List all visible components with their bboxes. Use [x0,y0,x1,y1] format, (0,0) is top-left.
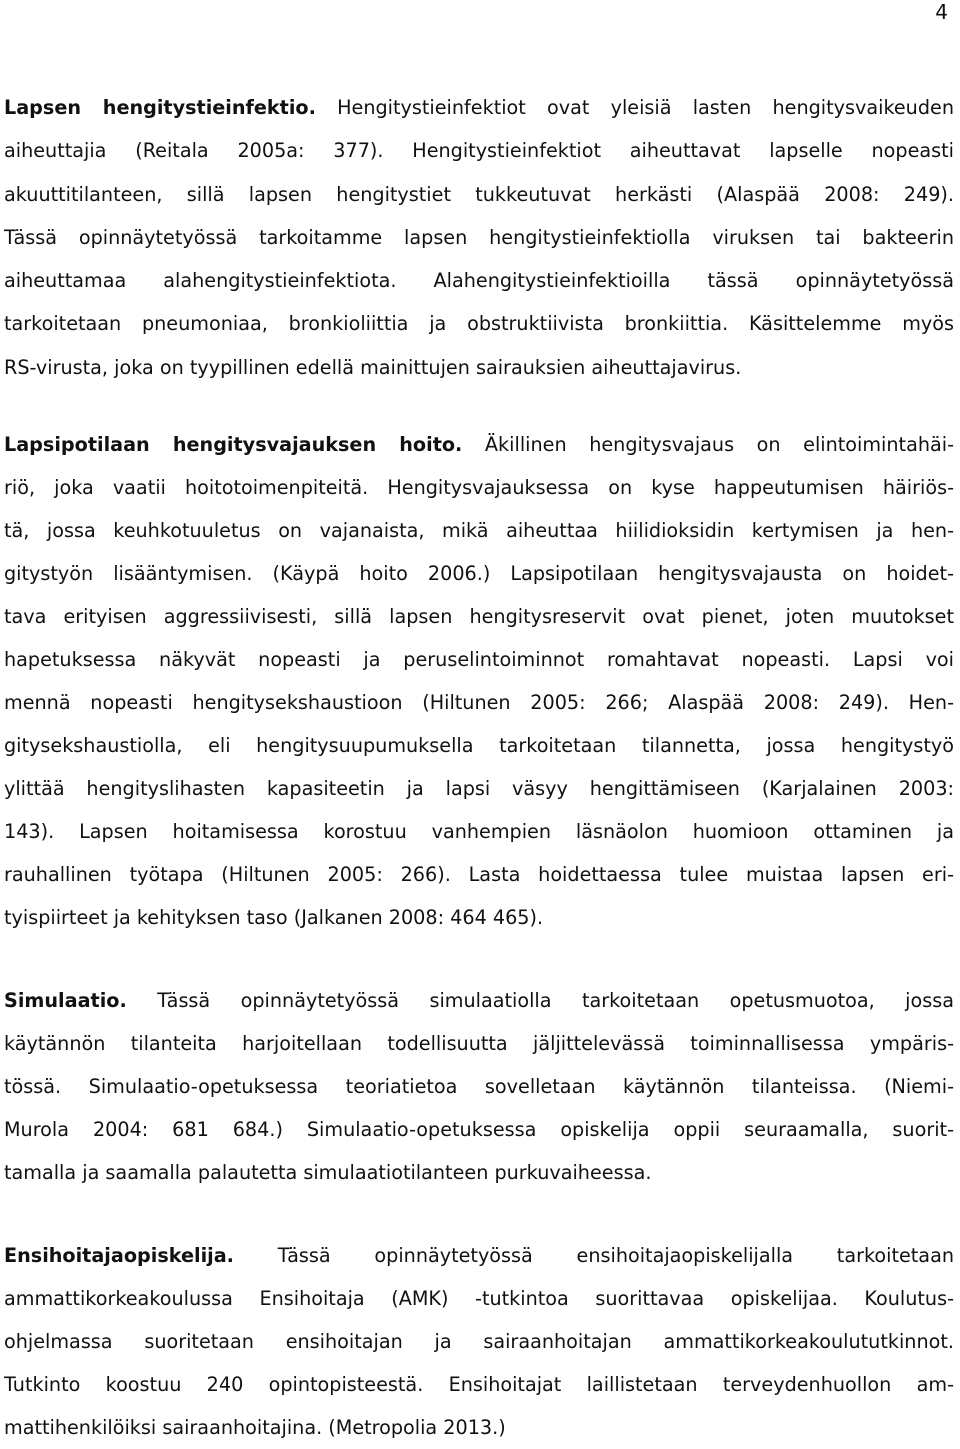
line-text: Hengitystieinfektiot ovat yleisiä lasten hengitysvaikeuden [315,96,954,119]
paragraph-line: mennä nopeasti hengitysekshaustioon (Hiltunen 2005: 266; Alaspää 2008: 249). Hen- [4,691,954,714]
line-text: Äkillinen hengitysvajaus on elintoimintahäi- [462,433,954,456]
paragraph-line: hapetuksessa näkyvät nopeasti ja peruselintoiminnot romahtavat nopeasti. Lapsi voi [4,648,954,671]
page-number: 4 [935,0,948,24]
paragraph-line: ylittää hengityslihasten kapasiteetin ja lapsi väsyy hengittämiseen (Karjalainen 2003: [4,777,954,800]
paragraph-line: akuuttitilanteen, sillä lapsen hengitystiet tukkeutuvat herkästi (Alaspää 2008: 249). [4,182,954,206]
paragraph-line: rauhallinen työtapa (Hiltunen 2005: 266). Lasta hoidettaessa tulee muistaa lapsen eri- [4,863,954,886]
paragraph-line: gitysekshaustiolla, eli hengitysuupumuksella tarkoitetaan tilannetta, jossa hengitystyö [4,734,954,757]
paragraph-ensihoitajaopiskelija [4,1234,954,1449]
paragraph-heading: Lapsipotilaan hengitysvajauksen hoito. [4,433,463,456]
paragraph-line: tä, jossa keuhkotuuletus on vajanaista, mikä aiheuttaa hiilidioksidin kertymisen ja hen- [4,519,954,542]
paragraph-simulaatio [4,979,954,1194]
paragraph-line [4,86,954,129]
paragraph-lapsipotilaan-hengitysvajauksen-hoito [4,423,954,939]
paragraph-line: ohjelmassa suoritetaan ensihoitajan ja sairaanhoitajan ammattikorkeakoulututkinnot. [4,1330,954,1353]
line-text: Tässä opinnäytetyössä ensihoitajaopiskelijalla tarkoitetaan [233,1244,954,1267]
paragraph-line: käytännön tilanteita harjoitellaan todellisuutta jäljittelevässä toiminnallisessa ympäris- [4,1032,954,1055]
paragraph-lapsen-hengitystieinfektio [4,86,954,389]
paragraph-line: ammattikorkeakoulussa Ensihoitaja (AMK) -tutkintoa suorittavaa opiskelijaa. Koulutus- [4,1287,954,1310]
paragraph-line: tamalla ja saamalla palautetta simulaatiotilanteen purkuvaiheessa. [4,1161,652,1184]
paragraph-line: tarkoitetaan pneumoniaa, bronkioliittia ja obstruktiivista bronkiittia. Käsittelemme myös [4,312,954,336]
paragraph-line: mattihenkilöiksi sairaanhoitajina. (Metropolia 2013.) [4,1416,506,1439]
paragraph-line: Murola 2004: 681 684.) Simulaatio-opetuksessa opiskelija oppii seuraamalla, suorit- [4,1118,954,1141]
paragraph-line: aiheuttamaa alahengitystieinfektiota. Alahengitystieinfektioilla tässä opinnäytetyössä [4,269,954,293]
paragraph-heading: Ensihoitajaopiskelija. [4,1244,234,1267]
paragraph-line: Tässä opinnäytetyössä tarkoitamme lapsen hengitystieinfektiolla viruksen tai bakteerin [4,225,954,249]
paragraph-line: tössä. Simulaatio-opetuksessa teoriatietoa sovelletaan käytännön tilanteissa. (Niemi- [4,1075,954,1098]
line-text: Tässä opinnäytetyössä simulaatiolla tarkoitetaan opetusmuotoa, jossa [126,989,954,1012]
paragraph-line: tava erityisen aggressiivisesti, sillä lapsen hengitysreservit ovat pienet, joten muutokset [4,605,954,628]
paragraph-line: riö, joka vaatii hoitotoimenpiteitä. Hengitysvajauksessa on kyse happeutumisen häiriös- [4,476,954,499]
paragraph-heading: Simulaatio. [4,989,127,1012]
paragraph-line: gitystyön lisääntymisen. (Käypä hoito 2006.) Lapsipotilaan hengitysvajausta on hoidet- [4,562,954,585]
paragraph-line: RS-virusta, joka on tyypillinen edellä mainittujen sairauksien aiheuttajavirus. [4,355,742,379]
paragraph-line: 143). Lapsen hoitamisessa korostuu vanhempien läsnäolon huomioon ottaminen ja [4,820,954,843]
paragraph-line: Tutkinto koostuu 240 opintopisteestä. Ensihoitajat laillistetaan terveydenhuollon am- [4,1373,954,1396]
paragraph-line [4,423,954,466]
paragraph-line [4,979,954,1022]
paragraph-line [4,1234,954,1277]
paragraph-line: tyispiirteet ja kehityksen taso (Jalkanen 2008: 464 465). [4,906,544,929]
paragraph-line: aiheuttajia (Reitala 2005a: 377). Hengitystieinfektiot aiheuttavat lapselle nopeasti [4,139,954,163]
paragraph-heading: Lapsen hengitystieinfektio. [4,96,316,119]
